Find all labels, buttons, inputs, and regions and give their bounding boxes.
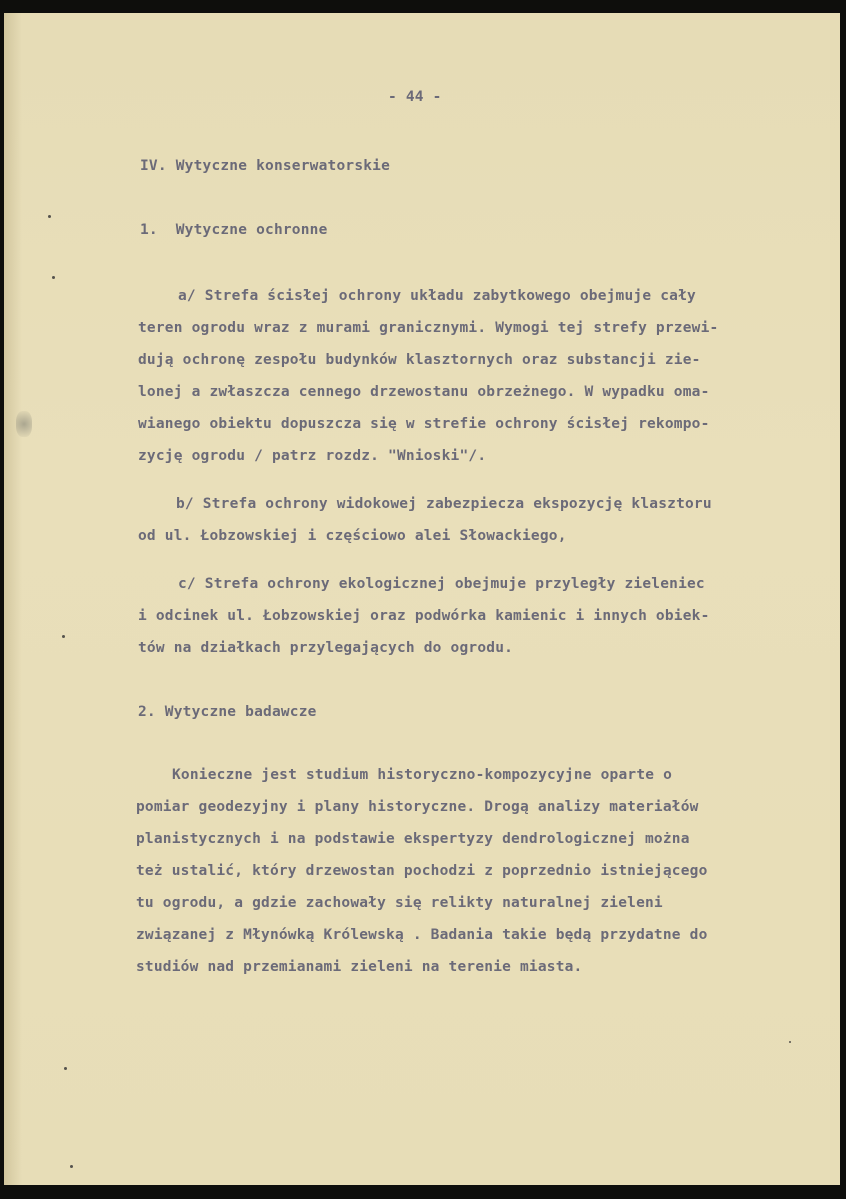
para-a-line: lonej a zwłaszcza cennego drzewostanu obrzeżnego. W wypadku oma- (138, 384, 710, 400)
subsection-2-heading: 2. Wytyczne badawcze (138, 704, 317, 720)
section-heading: IV. Wytyczne konserwatorskie (140, 158, 391, 174)
paper-speck (789, 1041, 791, 1043)
paper-speck (64, 1067, 67, 1070)
page-number: - 44 - (388, 89, 442, 105)
para-a-line: a/ Strefa ścisłej ochrony układu zabytkowego obejmuje cały (178, 288, 696, 304)
research-paragraph-line: Konieczne jest studium historyczno-kompozycyjne oparte o (172, 767, 673, 783)
paper-speck (48, 215, 51, 218)
research-paragraph-line: też ustalić, który drzewostan pochodzi z poprzednio istniejącego (136, 863, 708, 879)
research-paragraph-line: pomiar geodezyjny i plany historyczne. Drogą analizy materiałów (136, 799, 699, 815)
para-c-line: i odcinek ul. Łobzowskiej oraz podwórka kamienic i innych obiek- (138, 608, 710, 624)
research-paragraph-line: tu ogrodu, a gdzie zachowały się relikty naturalnej zieleni (136, 895, 663, 911)
para-b-line: od ul. Łobzowskiej i częściowo alei Słowackiego, (138, 528, 567, 544)
para-c-line: tów na działkach przylegających do ogrodu. (138, 640, 514, 656)
research-paragraph-line: planistycznych i na podstawie ekspertyzy dendrologicznej można (136, 831, 690, 847)
typewritten-text (4, 13, 840, 1185)
research-paragraph-line: studiów nad przemianami zieleni na terenie miasta. (136, 959, 583, 975)
para-a-line: teren ogrodu wraz z murami granicznymi. Wymogi tej strefy przewi- (138, 320, 719, 336)
para-a-line: dują ochronę zespołu budynków klasztornych oraz substancji zie- (138, 352, 701, 368)
paper-speck (62, 635, 65, 638)
para-b-line: b/ Strefa ochrony widokowej zabezpiecza ekspozycję klasztoru (176, 496, 712, 512)
para-a-line: zycję ogrodu / patrz rozdz. "Wnioski"/. (138, 448, 487, 464)
subsection-1-heading: 1. Wytyczne ochronne (140, 222, 328, 238)
para-c-line: c/ Strefa ochrony ekologicznej obejmuje przyległy zieleniec (178, 576, 705, 592)
para-a-line: wianego obiektu dopuszcza się w strefie ochrony ścisłej rekompo- (138, 416, 710, 432)
paper-sheet (4, 13, 840, 1185)
research-paragraph-line: związanej z Młynówką Królewską . Badania takie będą przydatne do (136, 927, 708, 943)
paper-speck (52, 276, 55, 279)
paper-speck (70, 1165, 73, 1168)
